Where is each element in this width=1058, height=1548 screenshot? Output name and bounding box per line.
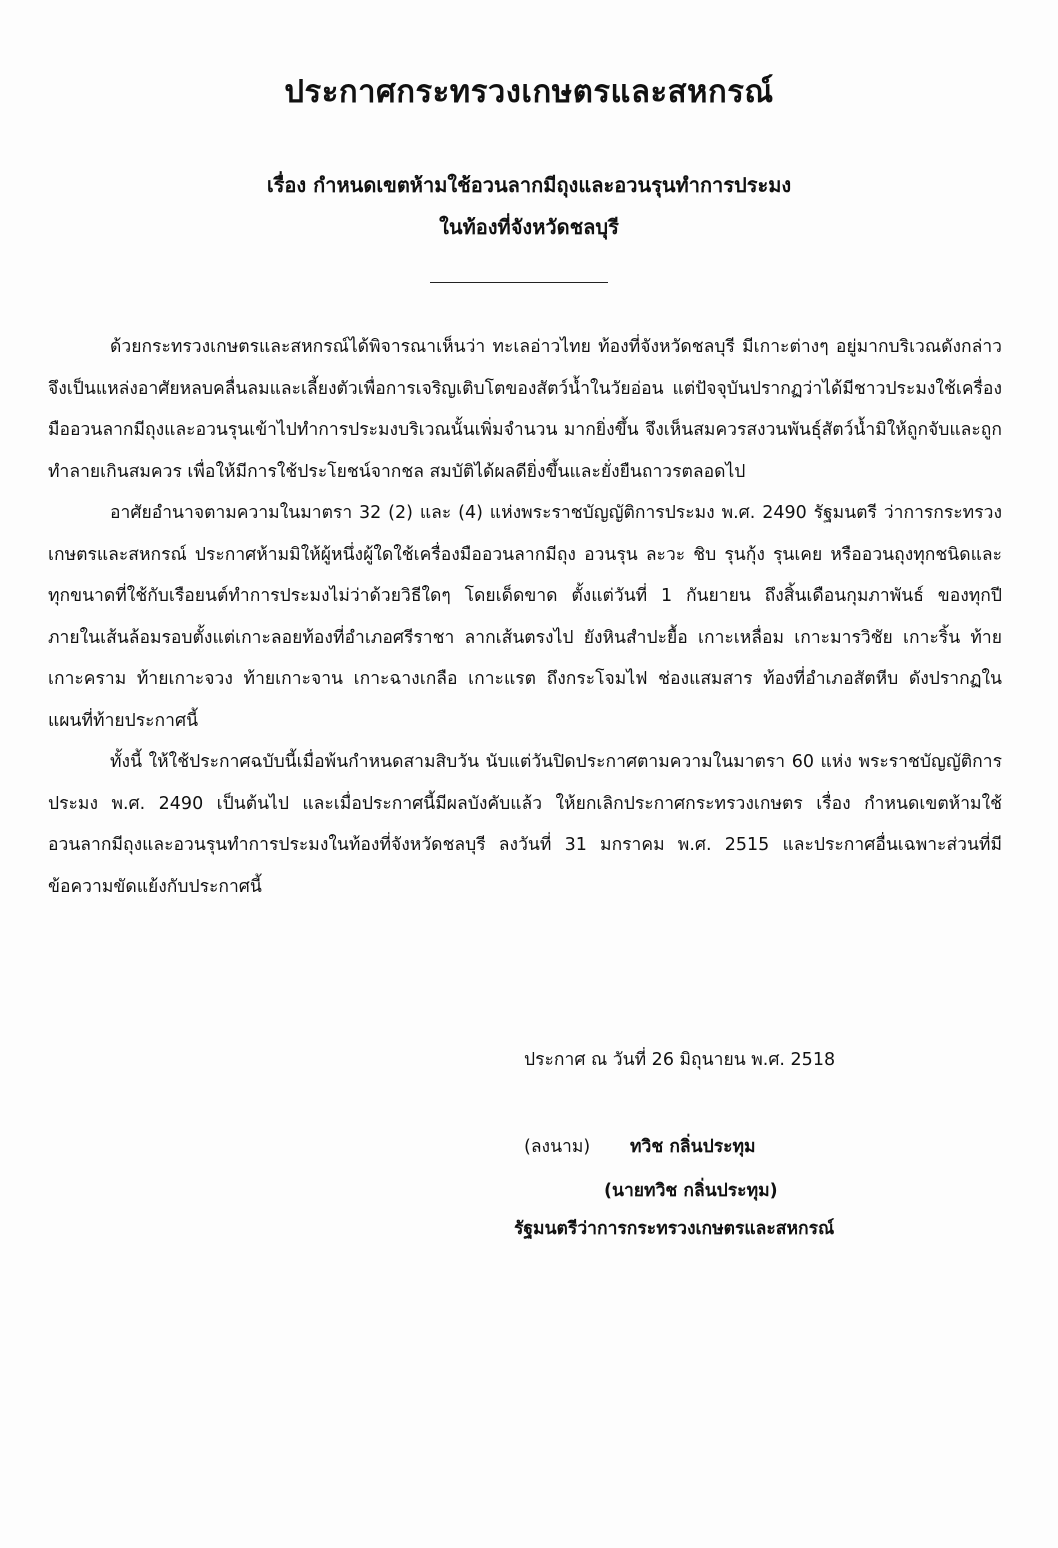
document-body: [48, 327, 1002, 908]
signer-full-name: (นายทวิช กลิ่นประทุม): [604, 1181, 778, 1201]
subject-line-2: ในท้องที่จังหวัดชลบุรี: [439, 215, 619, 239]
body-paragraph-1: ด้วยกระทรวงเกษตรและสหกรณ์ได้พิจารณาเห็นว่า ทะเลอ่าวไทย ท้องที่จังหวัดชลบุรี มีเกาะต่างๆ อยู่มากบริเวณดังกล่าวจึงเป็นแหล่งอาศัยหลบคลื่นลมและเลี้ยงตัวเพื่อการเจริญเติบโตของสัตว์น้ำในวัยอ่อน แต่ปัจจุบันปรากฏว่าได้มีชาวประมงใช้เครื่องมืออวนลากมีถุงและอวนรุนเข้าไปทำการประมงบริเวณนั้นเพิ่มจำนวน มากยิ่งขึ้น จึงเห็นสมควรสงวนพันธุ์สัตว์น้ำมิให้ถูกจับและถูกทำลายเกินสมควร เพื่อให้มีการใช้ประโยชน์จากชล สมบัติได้ผลดียิ่งขึ้นและยั่งยืนถาวรตลอดไป: [48, 337, 1002, 482]
announcement-date: ประกาศ ณ วันที่ 26 มิถุนายน พ.ศ. 2518: [524, 1050, 836, 1070]
signer-name: ทวิช กลิ่นประทุม: [630, 1137, 756, 1157]
body-paragraph-3: ทั้งนี้ ให้ใช้ประกาศฉบับนี้เมื่อพ้นกำหนดสามสิบวัน นับแต่วันปิดประกาศตามความในมาตรา 60 แห่ง พระราชบัญญัติการประมง พ.ศ. 2490 เป็นต้นไป และเมื่อประกาศนี้มีผลบังคับแล้ว ให้ยกเลิกประกาศกระทรวงเกษตร เรื่อง กำหนดเขตห้ามใช้อวนลากมีถุงและอวนรุนทำการประมงในท้องที่จังหวัดชลบุรี ลงวันที่ 31 มกราคม พ.ศ. 2515 และประกาศอื่นเฉพาะส่วนที่มีข้อความขัดแย้งกับประกาศนี้: [48, 752, 1002, 897]
document-title: ประกาศกระทรวงเกษตรและสหกรณ์: [284, 74, 774, 110]
body-paragraph-2: อาศัยอำนาจตามความในมาตรา 32 (2) และ (4) แห่งพระราชบัญญัติการประมง พ.ศ. 2490 รัฐมนตรี ว่าการกระทรวงเกษตรและสหกรณ์ ประกาศห้ามมิให้ผู้หนึ่งผู้ใดใช้เครื่องมืออวนลากมีถุง อวนรุน ละวะ ชิบ รุนกุ้ง รุนเคย หรืออวนถุงทุกชนิดและทุกขนาดที่ใช้กับเรือยนต์ทำการประมงไม่ว่าด้วยวิธีใดๆ โดยเด็ดขาด ตั้งแต่วันที่ 1 กันยายน ถึงสิ้นเดือนกุมภาพันธ์ ของทุกปี ภายในเส้นล้อมรอบตั้งแต่เกาะลอยท้องที่อำเภอศรีราชา ลากเส้นตรงไป ยังหินสำปะยื้อ เกาะเหลื่อม เกาะมารวิชัย เกาะริ้น ท้ายเกาะคราม ท้ายเกาะจวง ท้ายเกาะจาน เกาะฉางเกลือ เกาะแรต ถึงกระโจมไฟ ช่องแสมสาร ท้องที่อำเภอสัตหีบ ดังปรากฏในแผนที่ท้ายประกาศนี้: [48, 503, 1002, 731]
subject-line-1: เรื่อง กำหนดเขตห้ามใช้อวนลากมีถุงและอวนรุนทำการประมง: [266, 173, 792, 197]
title-divider: [430, 282, 608, 283]
document-subject: [0, 164, 1058, 248]
signature-line: [524, 1130, 756, 1164]
signature-prefix: (ลงนาม): [524, 1137, 591, 1157]
signer-position: รัฐมนตรีว่าการกระทรวงเกษตรและสหกรณ์: [514, 1219, 835, 1239]
